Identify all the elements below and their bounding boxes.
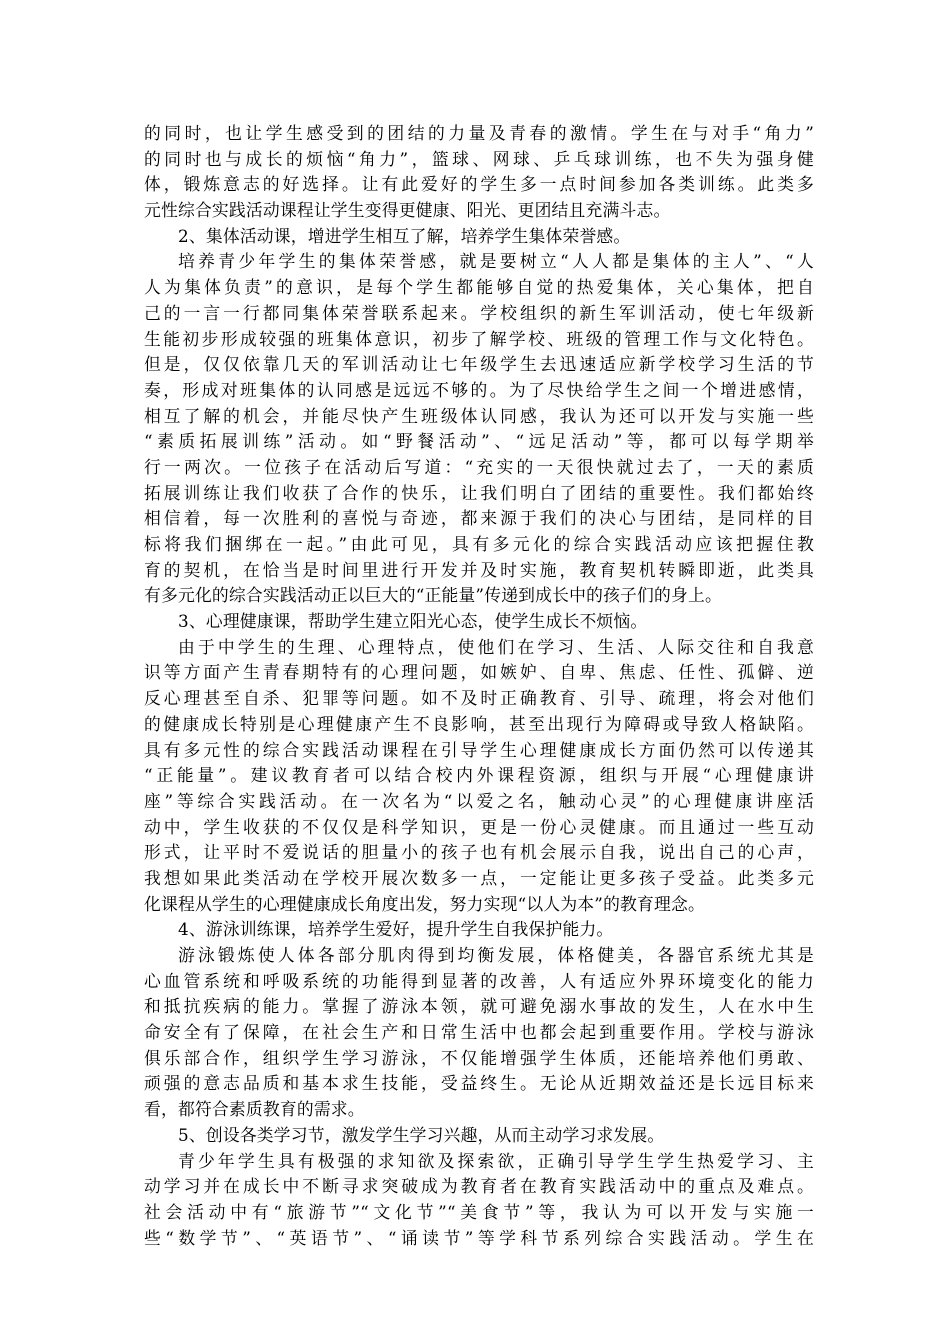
paragraph-line: 由于中学生的生理、心理特点，使他们在学习、生活、人际交往和自我意 [178,636,814,657]
paragraph-line: 但是，仅仅依靠几天的军训活动让七年级学生去迅速适应新学校学习生活的节 [144,354,814,375]
paragraph-line: 有多元化的综合实践活动正以巨大的“正能量”传递到成长中的孩子们的身上。 [144,585,722,606]
paragraph-line: 的同时，也让学生感受到的团结的力量及青春的激情。学生在与对手“角力” [144,123,814,143]
paragraph-line: “素质拓展训练”活动。如“野餐活动”、“远足活动”等，都可以每学期举 [144,431,814,452]
paragraph-line: 心血管系统和呼吸系统的功能得到显著的改善，人有适应外界环境变化的能力 [144,970,814,991]
body-text [144,121,814,1251]
paragraph-line: 的同时也与成长的烦恼“角力”，篮球、网球、乒乓球训练，也不失为强身健 [144,148,814,169]
paragraph-line: 具有多元性的综合实践活动课程在引导学生心理健康成长方面仍然可以传递其 [144,739,814,760]
paragraph-line: 和抵抗疾病的能力。掌握了游泳本领，就可避免溺水事故的发生，人在水中生 [144,996,814,1017]
paragraph-line: 些“数学节”、“英语节”、“诵读节”等学科节系列综合实践活动。学生在 [144,1227,814,1248]
paragraph-line: 体，锻炼意志的好选择。让有此爱好的学生多一点时间参加各类训练。此类多 [144,174,814,195]
paragraph-line: 社会活动中有“旅游节”“文化节”“美食节”等，我认为可以开发与实施一 [144,1201,814,1222]
section-heading-line: 2、集体活动课，增进学生相互了解，培养学生集体荣誉感。 [178,225,631,246]
paragraph-line: 相互了解的机会，并能尽快产生班级体认同感，我认为还可以开发与实施一些 [144,405,814,426]
paragraph-line: 动学习并在成长中不断寻求突破成为教育者在教育实践活动中的重点及难点。 [144,1176,814,1197]
paragraph-line: 的健康成长特别是心理健康产生不良影响，甚至出现行为障碍或导致人格缺陷。 [144,713,814,734]
paragraph-line: “正能量”。建议教育者可以结合校内外课程资源，组织与开展“心理健康讲 [144,765,814,786]
paragraph-line: 反心理甚至自杀、犯罪等问题。如不及时正确教育、引导、疏理，将会对他们 [144,688,814,709]
paragraph-line: 行一两次。一位孩子在活动后写道：“充实的一天很快就过去了，一天的素质 [144,456,814,477]
paragraph-line: 游泳锻炼使人体各部分肌肉得到均衡发展，体格健美，各器官系统尤其是 [178,945,814,965]
paragraph-line: 标将我们捆绑在一起。”由此可见，具有多元化的综合实践活动应该把握住教 [144,534,814,554]
paragraph-line: 人为集体负责”的意识，是每个学生都能够自觉的热爱集体，关心集体，把自 [144,277,814,298]
paragraph-line: 命安全有了保障，在社会生产和日常生活中也都会起到重要作用。学校与游泳 [144,1022,814,1043]
section-heading-line: 4、游泳训练课，培养学生爱好，提升学生自我保护能力。 [178,919,614,940]
section-heading-line: 3、心理健康课，帮助学生建立阳光心态，使学生成长不烦恼。 [178,611,648,632]
paragraph-line: 己的一言一行都同集体荣誉联系起来。学校组织的新生军训活动，使七年级新 [144,302,814,323]
paragraph-line: 识等方面产生青春期特有的心理问题，如嫉妒、自卑、焦虑、任性、孤僻、逆 [144,662,814,683]
paragraph-line: 顽强的意志品质和基本求生技能，受益终生。无论从近期效益还是长远目标来 [144,1073,814,1094]
paragraph-line: 动中，学生收获的不仅仅是科学知识，更是一份心灵健康。而且通过一些互动 [144,816,814,837]
paragraph-line: 奏，形成对班集体的认同感是远远不够的。为了尽快给学生之间一个增进感情， [144,379,814,400]
paragraph-line: 化课程从学生的心理健康成长角度出发，努力实现“以人为本”的教育理念。 [144,893,705,914]
paragraph-line: 俱乐部合作，组织学生学习游泳，不仅能增强学生体质，还能培养他们勇敢、 [144,1047,814,1068]
paragraph-line: 育的契机，在恰当是时间里进行开发并及时实施，教育契机转瞬即逝，此类具 [144,559,814,580]
paragraph-line: 培养青少年学生的集体荣誉感，就是要树立“人人都是集体的主人”、“人 [178,251,814,272]
paragraph-line: 拓展训练让我们收获了合作的快乐，让我们明白了团结的重要性。我们都始终 [144,482,814,503]
paragraph-line: 生能初步形成较强的班集体意识，初步了解学校、班级的管理工作与文化特色。 [144,328,814,349]
paragraph-line: 青少年学生具有极强的求知欲及探索欲，正确引导学生学生热爱学习、主 [178,1150,814,1171]
paragraph-line: 相信着，每一次胜利的喜悦与奇迹，都来源于我们的决心与团结，是同样的目 [144,508,814,529]
paragraph-line: 形式，让平时不爱说话的胆量小的孩子也有机会展示自我，说出自己的心声， [144,842,814,863]
paragraph-line: 元性综合实践活动课程让学生变得更健康、阳光、更团结且充满斗志。 [144,200,671,221]
paragraph-line: 座”等综合实践活动。在一次名为“以爱之名，触动心灵”的心理健康讲座活 [144,790,814,811]
paragraph-line: 看，都符合素质教育的需求。 [144,1099,365,1120]
section-heading-line: 5、创设各类学习节，激发学生学习兴趣，从而主动学习求发展。 [178,1124,665,1145]
paragraph-line: 我想如果此类活动在学校开展次数多一点，一定能让更多孩子受益。此类多元 [144,867,814,888]
